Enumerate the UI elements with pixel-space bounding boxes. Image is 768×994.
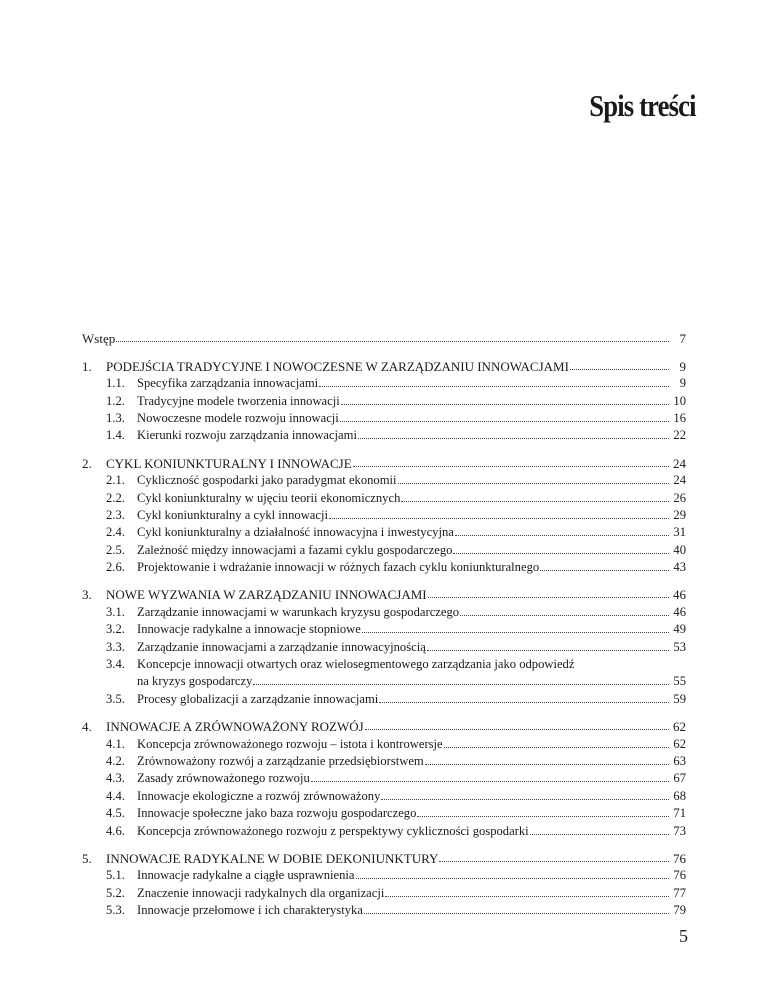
toc-page-number: 9 (679, 376, 686, 391)
toc-section-entry[interactable] (82, 559, 686, 576)
toc-page-number: 10 (673, 393, 686, 408)
toc-section-entry[interactable] (82, 805, 686, 822)
toc-section-title: Projektowanie i wdrażanie innowacji w różnych fazach cyklu koniunkturalnego (137, 560, 540, 575)
toc-page-number: 63 (673, 753, 686, 768)
toc-section-entry[interactable] (82, 902, 686, 919)
toc-chapter-title: CYKL KONIUNKTURALNY I INNOWACJE (106, 455, 352, 471)
toc-section-title: Zrównoważony rozwój a zarządzanie przedsiębiorstwem (137, 753, 424, 768)
toc-section-number: 1.1. (106, 376, 125, 391)
toc-chapter-entry[interactable] (82, 850, 686, 867)
toc-chapter-number: 1. (82, 358, 92, 374)
toc-section-number: 4.5. (106, 806, 125, 821)
leader-dots (253, 683, 669, 685)
toc-page-number: 26 (673, 490, 686, 505)
toc-page-number: 67 (673, 771, 686, 786)
leader-dots (340, 420, 669, 422)
leader-dots (425, 763, 669, 765)
toc-section-entry[interactable] (82, 735, 686, 752)
toc-section-number: 3.4. (106, 657, 125, 672)
toc-section-number: 2.2. (106, 490, 125, 505)
toc-section-number: 4.2. (106, 753, 125, 768)
toc-page-number: 24 (673, 455, 686, 471)
toc-chapter (82, 454, 686, 576)
toc-section-entry[interactable] (82, 621, 686, 638)
toc-section-entry[interactable] (82, 603, 686, 620)
leader-dots (358, 437, 669, 439)
toc-page-number: 9 (679, 358, 686, 374)
toc-page-number: 59 (673, 691, 686, 706)
toc-chapter-entry[interactable] (82, 357, 686, 374)
toc-section-title: Cykl koniunkturalny w ujęciu teorii ekonomicznych (137, 490, 401, 505)
leader-dots (353, 465, 669, 467)
toc-section-entry[interactable] (82, 489, 686, 506)
toc-page-number: 40 (673, 542, 686, 557)
toc-chapter-number: 2. (82, 455, 92, 471)
toc-section-entry[interactable] (82, 638, 686, 655)
leader-dots (362, 631, 669, 633)
toc-page-number: 46 (673, 587, 686, 603)
toc-page-number: 31 (673, 525, 686, 540)
toc-chapter-number: 5. (82, 850, 92, 866)
leader-dots (379, 701, 669, 703)
toc-section-number: 2.1. (106, 473, 125, 488)
toc-chapter-entry[interactable] (82, 454, 686, 471)
toc-section-entry[interactable] (82, 392, 686, 409)
leader-dots (417, 815, 669, 817)
toc-chapter-number: 4. (82, 719, 92, 735)
toc-section-number: 2.4. (106, 525, 125, 540)
leader-dots (311, 780, 669, 782)
toc-chapter (82, 850, 686, 920)
toc-section-title: Innowacje radykalne a innowacje stopniowe (137, 622, 361, 637)
toc-section-number: 4.3. (106, 771, 125, 786)
toc-section-entry[interactable] (82, 524, 686, 541)
toc-intro[interactable] (82, 330, 686, 347)
toc-section-entry[interactable] (82, 375, 686, 392)
toc-section-title: Innowacje społeczne jako baza rozwoju gospodarczego (137, 806, 417, 821)
toc-page-number: 24 (673, 473, 686, 488)
toc-chapter-title: INNOWACJE A ZRÓWNOWAŻONY ROZWÓJ (106, 719, 364, 735)
toc-section-title: Specyfika zarządzania innowacjami (137, 376, 319, 391)
leader-dots (329, 517, 669, 519)
toc-section-title: Zarządzanie innowacjami w warunkach kryzysu gospodarczego (137, 604, 460, 619)
toc-section-entry[interactable] (82, 753, 686, 770)
toc-section-number: 4.6. (106, 823, 125, 838)
toc-section-number: 4.4. (106, 788, 125, 803)
toc-chapter-title: INNOWACJE RADYKALNE W DOBIE DEKONIUNKTURY (106, 850, 439, 866)
leader-dots (365, 728, 669, 730)
leader-dots (530, 833, 669, 835)
leader-dots (319, 385, 669, 387)
toc-section-title: Zasady zrównoważonego rozwoju (137, 771, 310, 786)
toc-chapter (82, 357, 686, 444)
toc-page-number: 68 (673, 788, 686, 803)
toc-section-title: Zarządzanie innowacjami a zarządzanie innowacyjnością (137, 639, 426, 654)
toc-section-number: 4.1. (106, 736, 125, 751)
toc-section-title: Cykl koniunkturalny a działalność innowacyjna i inwestycyjna (137, 525, 454, 540)
toc-section-entry[interactable] (82, 507, 686, 524)
toc-chapter (82, 718, 686, 840)
toc-section-title: Koncepcja zrównoważonego rozwoju – istota i kontrowersje (137, 736, 443, 751)
toc-section-entry[interactable] (82, 884, 686, 901)
toc-page-number: 46 (673, 604, 686, 619)
toc-section-title: Innowacje radykalne a ciągłe usprawnienia (137, 868, 355, 883)
toc-chapter (82, 586, 686, 708)
toc-section-number: 3.5. (106, 691, 125, 706)
toc-page-number: 29 (673, 507, 686, 522)
leader-dots (540, 569, 669, 571)
toc-section-title: Cykliczność gospodarki jako paradygmat ekonomii (137, 473, 397, 488)
leader-dots (364, 912, 669, 914)
table-of-contents (82, 330, 686, 929)
toc-page-number: 76 (673, 868, 686, 883)
toc-page-number: 62 (673, 736, 686, 751)
toc-section-entry[interactable] (82, 787, 686, 804)
leader-dots (444, 746, 669, 748)
toc-page-number: 55 (673, 674, 686, 689)
toc-page-number: 22 (673, 428, 686, 443)
toc-section-number: 2.6. (106, 560, 125, 575)
toc-chapters (82, 357, 686, 919)
leader-dots (381, 798, 669, 800)
toc-section-number: 5.2. (106, 885, 125, 900)
toc-section-number: 3.1. (106, 604, 125, 619)
toc-page-number: 7 (679, 331, 686, 347)
toc-section-title: Koncepcje innowacji otwartych oraz wielosegmentowego zarządzania jako odpowiedź (137, 657, 575, 672)
leader-dots (398, 482, 669, 484)
toc-section-entry-continued[interactable] (82, 673, 686, 690)
toc-section-title: Innowacje ekologiczne a rozwój zrównoważony (137, 788, 381, 803)
page-number: 5 (679, 926, 688, 946)
toc-page-number: 76 (673, 850, 686, 866)
toc-section-number: 1.4. (106, 428, 125, 443)
leader-dots (455, 534, 669, 536)
toc-section-number: 2.5. (106, 542, 125, 557)
toc-chapter-number: 3. (82, 587, 92, 603)
page-title: Spis treści (589, 88, 696, 123)
leader-dots (401, 500, 669, 502)
toc-page-number: 71 (673, 806, 686, 821)
leader-dots (428, 596, 669, 598)
toc-section-entry[interactable] (82, 410, 686, 427)
toc-section-entry[interactable] (82, 472, 686, 489)
toc-page-number: 73 (673, 823, 686, 838)
toc-entry-title: Wstęp (82, 331, 116, 347)
toc-section-number: 3.2. (106, 622, 125, 637)
leader-dots (460, 614, 669, 616)
toc-section-number: 3.3. (106, 639, 125, 654)
toc-page-number: 53 (673, 639, 686, 654)
toc-page-number: 77 (673, 885, 686, 900)
toc-page-number: 43 (673, 560, 686, 575)
toc-section-title: Koncepcja zrównoważonego rozwoju z perspektywy cykliczności gospodarki (137, 823, 529, 838)
toc-chapter-title: NOWE WYZWANIA W ZARZĄDZANIU INNOWACJAMI (106, 587, 427, 603)
leader-dots (427, 649, 669, 651)
leader-dots (356, 877, 670, 879)
toc-section-title-continued: na kryzys gospodarczy (137, 674, 253, 689)
leader-dots (385, 895, 669, 897)
toc-section-title: Procesy globalizacji a zarządzanie innowacjami (137, 691, 379, 706)
toc-section-title: Cykl koniunkturalny a cykl innowacji (137, 507, 328, 522)
toc-section-number: 1.2. (106, 393, 125, 408)
leader-dots (570, 368, 669, 370)
toc-section-entry[interactable] (82, 867, 686, 884)
toc-section-entry[interactable] (82, 541, 686, 558)
toc-section-entry[interactable] (82, 690, 686, 707)
leader-dots (116, 340, 669, 342)
toc-section-title: Zależność między innowacjami a fazami cyklu gospodarczego (137, 542, 453, 557)
toc-section-entry[interactable] (82, 427, 686, 444)
toc-chapter-title: PODEJŚCIA TRADYCYJNE I NOWOCZESNE W ZARZĄDZANIU INNOWACJAMI (106, 358, 569, 374)
toc-page-number: 16 (673, 410, 686, 425)
leader-dots (453, 552, 669, 554)
toc-section-number: 5.3. (106, 903, 125, 918)
toc-chapter-entry[interactable] (82, 586, 686, 603)
toc-section-number: 1.3. (106, 410, 125, 425)
toc-section-number: 2.3. (106, 507, 125, 522)
toc-page-number: 62 (673, 719, 686, 735)
toc-page-number: 49 (673, 622, 686, 637)
toc-section-title: Innowacje przełomowe i ich charakterystyka (137, 903, 363, 918)
toc-section-title: Kierunki rozwoju zarządzania innowacjami (137, 428, 357, 443)
toc-chapter-entry[interactable] (82, 718, 686, 735)
toc-section-entry[interactable] (82, 822, 686, 839)
toc-section-entry[interactable] (82, 656, 686, 673)
toc-section-title: Tradycyjne modele tworzenia innowacji (137, 393, 340, 408)
toc-section-title: Nowoczesne modele rozwoju innowacji (137, 410, 339, 425)
leader-dots (439, 860, 669, 862)
toc-section-entry[interactable] (82, 770, 686, 787)
toc-section-title: Znaczenie innowacji radykalnych dla organizacji (137, 885, 385, 900)
toc-section-number: 5.1. (106, 868, 125, 883)
leader-dots (341, 403, 669, 405)
toc-page-number: 79 (673, 903, 686, 918)
